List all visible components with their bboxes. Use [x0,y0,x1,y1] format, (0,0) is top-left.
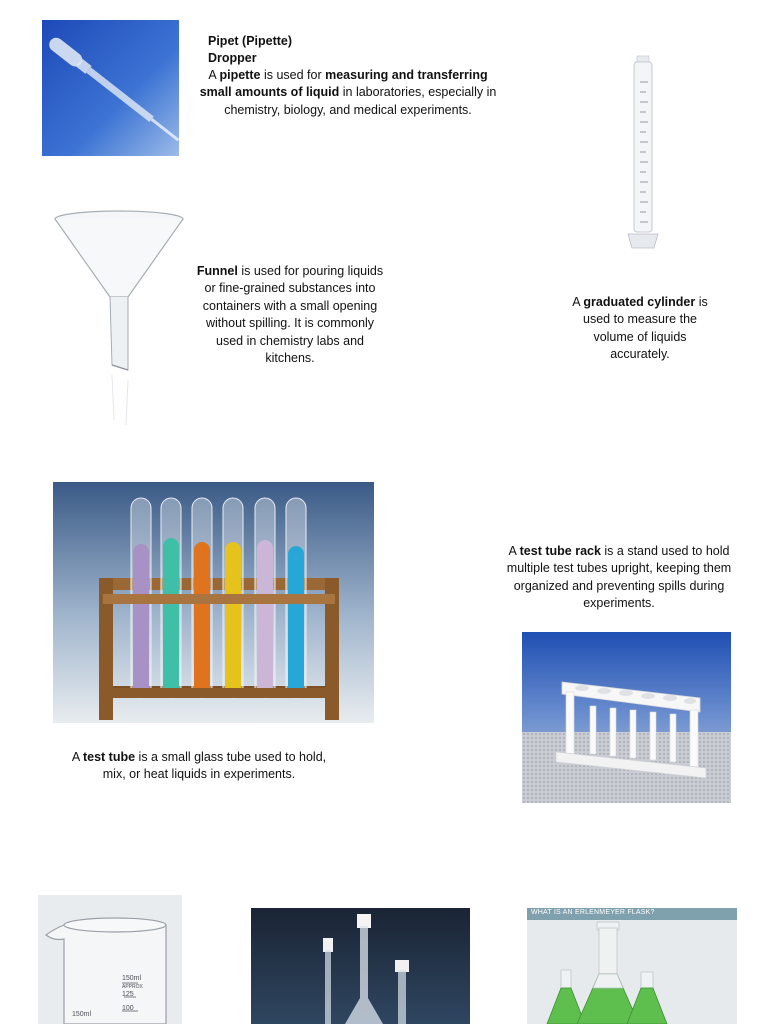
text-span: A [572,295,584,309]
test-tube-rack-description [495,543,743,613]
text-span: is used for pouring liquids or fine-grained substances into containers with a small opening without spilling. It is commonly used in chemistry labs and kitchens. [202,264,384,366]
text-span: is used to measure the volume of liquids accurately. [583,295,708,362]
pipette-image [42,20,179,156]
graduated-cylinder-term: graduated cylinder [583,295,696,309]
graduated-cylinder-image [610,52,670,260]
pipette-highlight: measuring and transferring small amounts of liquid [199,68,488,100]
text-span: A [508,544,520,558]
funnel-description [192,263,388,367]
beaker-label-100: 100 [122,1005,134,1012]
test-tubes-image [53,482,374,723]
volumetric-flasks-image [251,908,470,1024]
graduated-cylinder-description [565,294,715,364]
pipette-heading [208,33,292,68]
erlenmeyer-flask-image [527,908,737,1024]
dropper-title: Dropper [208,51,257,66]
text-span: is used for [260,68,326,82]
test-tube-rack-image [522,632,731,803]
funnel-image [48,205,190,430]
test-tube-rack-term: test tube rack [519,544,601,558]
beaker-label-approx: APPROX [122,984,143,990]
text-span: is a stand used to hold multiple test tubes upright, keeping them organized and preventing spills during experiments. [506,544,732,611]
pipette-description [198,67,498,119]
text-span: is a small glass tube used to hold, mix, or heat liquids in experiments. [102,750,327,782]
funnel-term: Funnel [196,264,238,278]
text-span: in laboratories, especially in chemistry, biology, and medical experiments. [224,85,497,117]
text-span: A [71,750,83,764]
beaker-label-150b: 150ml [72,1011,92,1018]
test-tube-description [60,749,338,784]
pipette-title: Pipet (Pipette) [208,34,293,48]
beaker-label-125: 125 [122,991,134,998]
test-tube-term: test tube [82,750,136,764]
pipette-term: pipette [219,68,261,82]
erlenmeyer-banner-text: WHAT IS AN ERLENMEYER FLASK? [531,909,655,916]
beaker-label-150: 150ml [122,975,142,982]
beaker-image [38,895,182,1024]
text-span: A [208,68,220,82]
